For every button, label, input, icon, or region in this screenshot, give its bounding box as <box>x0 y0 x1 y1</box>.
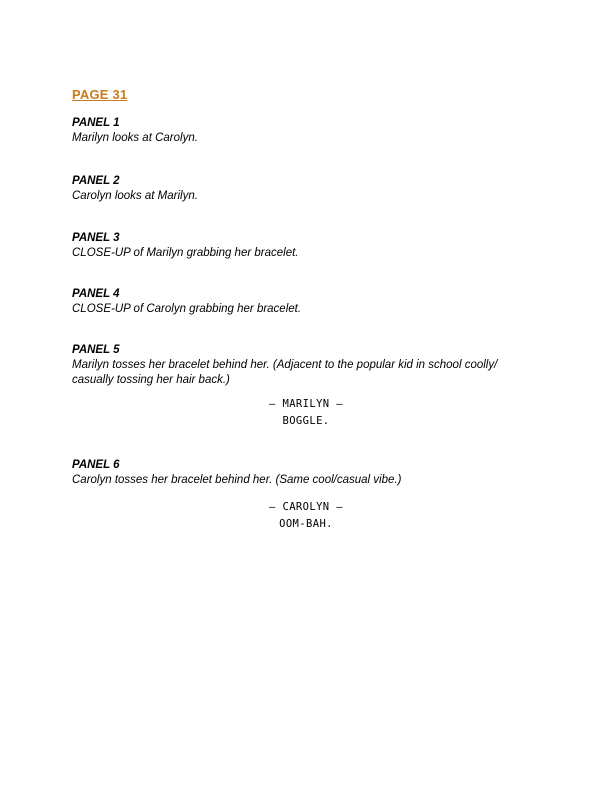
panel-heading: PANEL 3 <box>72 232 120 244</box>
panel-4 <box>72 287 542 317</box>
panel-description: Marilyn tosses her bracelet behind her. (Adjacent to the popular kid in school coolly/ casually tossing her hair back.) <box>72 359 498 386</box>
panel-heading: PANEL 1 <box>72 117 120 129</box>
panel-5 <box>72 343 542 388</box>
panel-description: Marilyn looks at Carolyn. <box>72 132 198 144</box>
panel-description: CLOSE-UP of Carolyn grabbing her bracelet. <box>72 303 302 315</box>
dialogue-line: OOM-BAH. <box>279 518 333 530</box>
panel-2 <box>72 174 542 204</box>
panel-heading: PANEL 2 <box>72 175 120 187</box>
dialogue-speaker: — MARILYN — <box>269 398 343 410</box>
panel-description: Carolyn tosses her bracelet behind her. (Same cool/casual vibe.) <box>72 474 402 486</box>
dialogue-carolyn <box>206 499 406 533</box>
panel-description: Carolyn looks at Marilyn. <box>72 190 198 202</box>
panel-heading: PANEL 4 <box>72 288 120 300</box>
dialogue-speaker: — CAROLYN — <box>269 501 343 513</box>
panel-1 <box>72 116 542 146</box>
panel-description: CLOSE-UP of Marilyn grabbing her bracelet. <box>72 247 299 259</box>
panel-6 <box>72 458 542 488</box>
panel-3 <box>72 231 542 261</box>
dialogue-marilyn <box>206 396 406 430</box>
panel-heading: PANEL 6 <box>72 459 120 471</box>
dialogue-line: BOGGLE. <box>282 415 330 427</box>
panel-heading: PANEL 5 <box>72 344 120 356</box>
page-title: PAGE 31 <box>72 87 128 102</box>
